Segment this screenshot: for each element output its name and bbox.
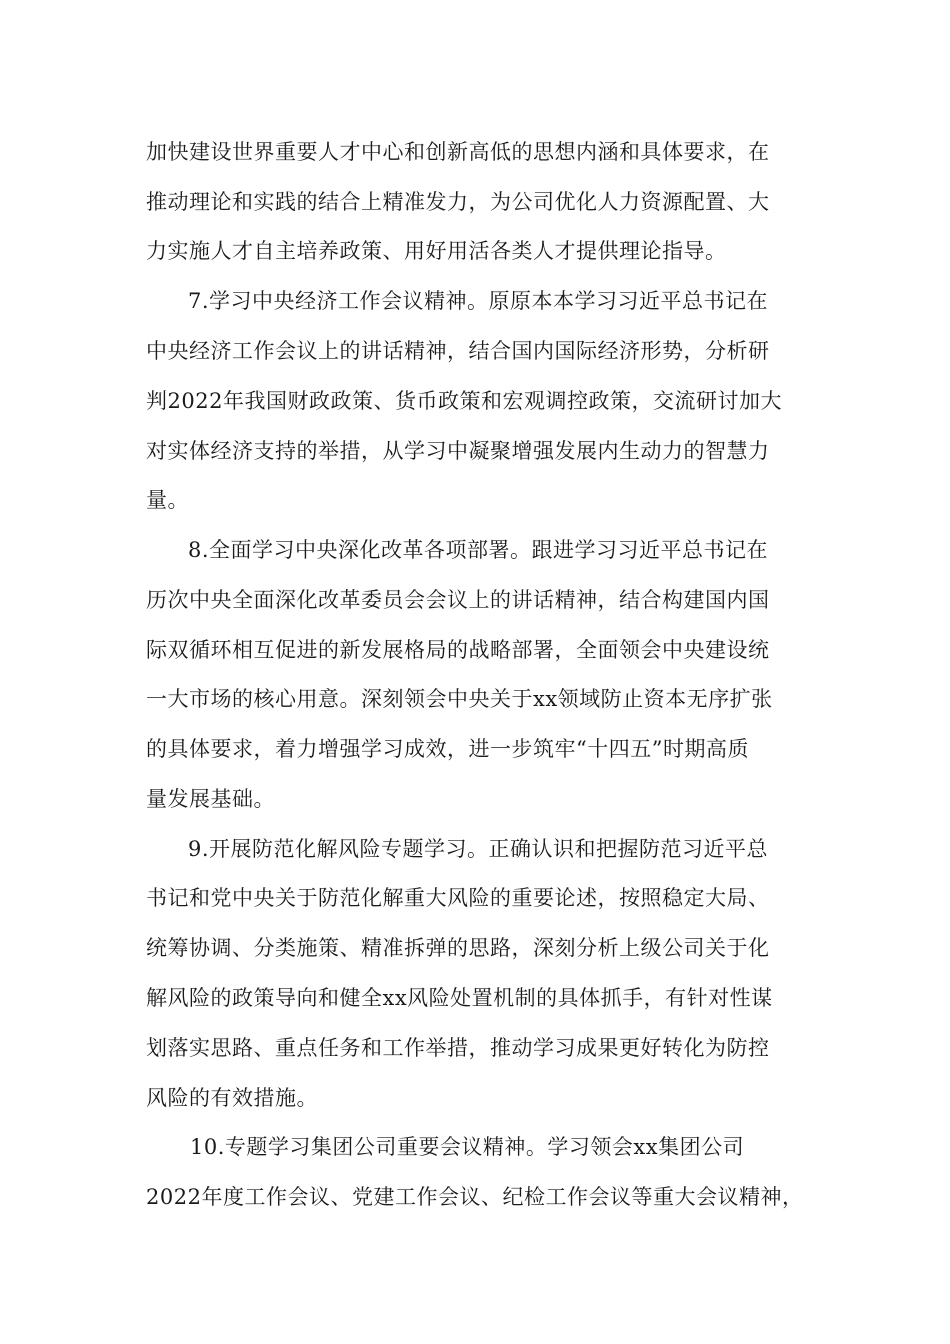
text-line: 划落实思路、重点任务和工作举措，推动学习成果更好转化为防控 — [146, 1036, 770, 1060]
paragraph-start-line: 7.学习中央经济工作会议精神。原原本本学习习近平总书记在 — [188, 289, 769, 313]
text-line: 对实体经济支持的举措，从学习中凝聚增强发展内生动力的智慧力 — [146, 439, 770, 463]
text-line: 力实施人才自主培养政策、用好用活各类人才提供理论指导。 — [146, 239, 727, 263]
text-line: 判2022年我国财政政策、货币政策和宏观调控政策，交流研讨加大 — [146, 389, 782, 413]
paragraph-start-line: 10.专题学习集团公司重要会议精神。学习领会xx集团公司 — [190, 1135, 745, 1159]
text-line: 历次中央全面深化改革委员会会议上的讲话精神，结合构建国内国 — [146, 588, 770, 612]
text-line: 加快建设世界重要人才中心和创新高低的思想内涵和具体要求，在 — [146, 140, 770, 164]
text-line: 中央经济工作会议上的讲话精神，结合国内国际经济形势，分析研 — [146, 339, 770, 363]
text-line: 一大市场的核心用意。深刻领会中央关于xx领域防止资本无序扩张 — [146, 687, 773, 711]
text-line: 解风险的政策导向和健全xx风险处置机制的具体抓手，有针对性谋 — [146, 986, 773, 1010]
text-line: 际双循环相互促进的新发展格局的战略部署，全面领会中央建设统 — [146, 638, 770, 662]
text-line: 推动理论和实践的结合上精准发力，为公司优化人力资源配置、大 — [146, 190, 770, 214]
text-line: 量发展基础。 — [146, 787, 275, 811]
text-line: 的具体要求，着力增强学习成效，进一步筑牢“十四五”时期高质 — [146, 737, 749, 761]
paragraph-start-line: 8.全面学习中央深化改革各项部署。跟进学习习近平总书记在 — [188, 538, 769, 562]
text-line: 2022年度工作会议、党建工作会议、纪检工作会议等重大会议精神， — [146, 1185, 804, 1209]
text-line: 量。 — [146, 488, 189, 512]
text-line: 风险的有效措施。 — [146, 1086, 318, 1110]
text-line: 统筹协调、分类施策、精准拆弹的思路，深刻分析上级公司关于化 — [146, 936, 770, 960]
paragraph-start-line: 9.开展防范化解风险专题学习。正确认识和把握防范习近平总 — [188, 837, 769, 861]
text-line: 书记和党中央关于防范化解重大风险的重要论述，按照稳定大局、 — [146, 886, 770, 910]
